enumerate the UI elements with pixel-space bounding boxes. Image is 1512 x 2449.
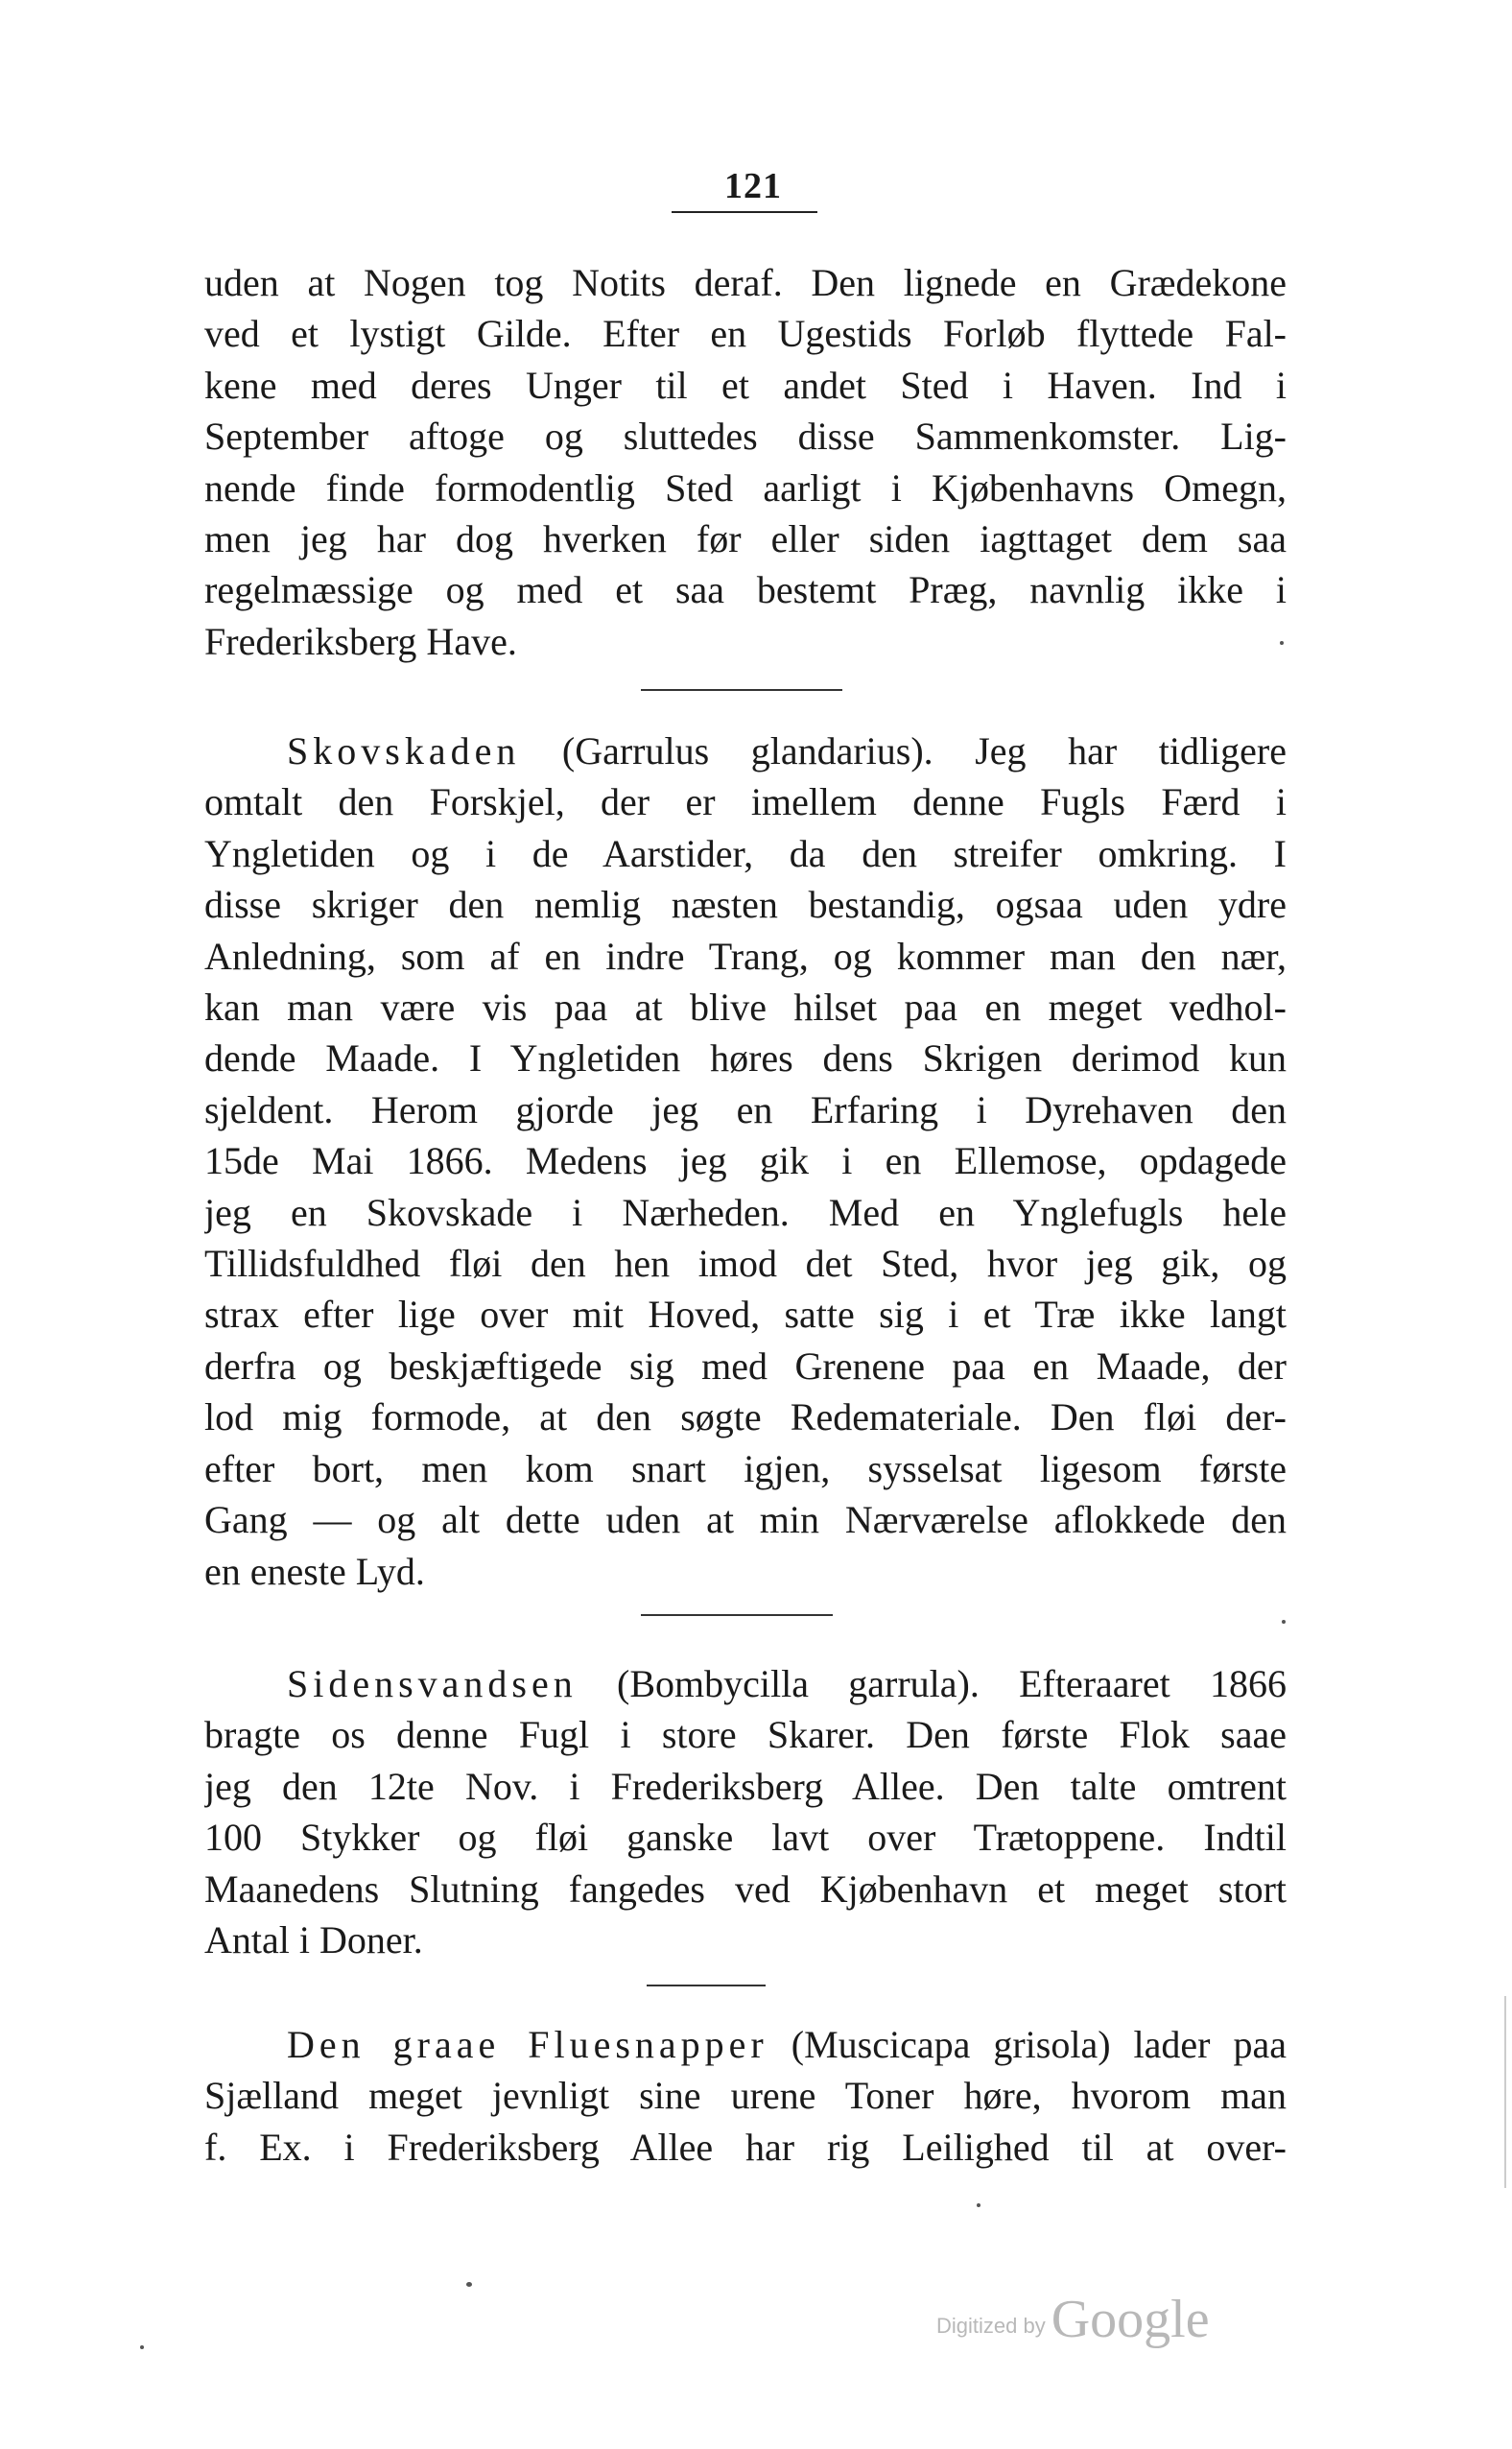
paragraph-4 bbox=[204, 2019, 1287, 2173]
text-line: Gang — og alt dette uden at min Nærværelse aflokkede den bbox=[204, 1498, 1287, 1542]
section-separator bbox=[641, 689, 842, 691]
text-line: omtalt den Forskjel, der er imellem denne Fugls Færd i bbox=[204, 780, 1287, 824]
paragraph-4-first-line bbox=[204, 2019, 1287, 2070]
digitized-by-google-watermark bbox=[936, 2289, 1210, 2350]
paragraph-3-first-line bbox=[204, 1658, 1287, 1709]
scan-speck bbox=[1280, 641, 1284, 645]
text-line: derfra og beskjæftigede sig med Grenene paa en Maade, der bbox=[204, 1343, 1287, 1388]
section-separator bbox=[647, 1985, 766, 1986]
text-line: uden at Nogen tog Notits deraf. Den lignede en Grædekone bbox=[204, 261, 1287, 304]
scan-speck bbox=[140, 2345, 144, 2349]
first-line-text: (Bombycilla garrula). Efteraaret 1866 bbox=[577, 1662, 1287, 1705]
text-line: strax efter lige over mit Hoved, satte sig i et Træ ikke langt bbox=[204, 1293, 1287, 1337]
text-line: jeg en Skovskade i Nærheden. Med en Ynglefugls hele bbox=[204, 1190, 1287, 1234]
scan-speck bbox=[466, 2282, 472, 2287]
text-line: en eneste Lyd. bbox=[204, 1549, 425, 1593]
text-line: efter bort, men kom snart igjen, sysselsat ligesom første bbox=[204, 1446, 1287, 1490]
species-name: Sidensvandsen bbox=[287, 1662, 578, 1705]
text-line: jeg den 12te Nov. i Frederiksberg Allee. Den talte omtrent bbox=[204, 1764, 1287, 1808]
page-number-underline bbox=[672, 211, 817, 213]
text-line: Maanedens Slutning fangedes ved Kjøbenhavn et meget stort bbox=[204, 1866, 1287, 1911]
google-logo: Google bbox=[1051, 2290, 1210, 2349]
paragraph-2-first-line bbox=[204, 725, 1287, 776]
watermark-prefix: Digitized by bbox=[936, 2314, 1046, 2338]
paragraph-1 bbox=[204, 257, 1287, 667]
text-line: Antal i Doner. bbox=[204, 1918, 423, 1962]
text-line: Frederiksberg Have. bbox=[204, 619, 517, 663]
species-name: Den graae Fluesnapper bbox=[287, 2023, 768, 2066]
text-line: sjeldent. Herom gjorde jeg en Erfaring i Dyrehaven den bbox=[204, 1087, 1287, 1131]
scan-edge-mark bbox=[1504, 1996, 1506, 2188]
scan-speck bbox=[977, 2203, 980, 2207]
text-line: ved et lystigt Gilde. Efter en Ugestids Forløb flyttede Fal- bbox=[204, 312, 1287, 356]
text-line: Yngletiden og i de Aarstider, da den streifer omkring. I bbox=[204, 831, 1287, 875]
text-line: 15de Mai 1866. Medens jeg gik i en Ellemose, opdagede bbox=[204, 1139, 1287, 1183]
text-line: disse skriger den nemlig næsten bestandig, ogsaa uden ydre bbox=[204, 883, 1287, 927]
text-line: 100 Stykker og fløi ganske lavt over Trætoppene. Indtil bbox=[204, 1816, 1287, 1860]
paragraph-2 bbox=[204, 725, 1287, 1597]
page-number: 121 bbox=[724, 166, 782, 206]
text-line: f. Ex. i Frederiksberg Allee har rig Leilighed til at over- bbox=[204, 2125, 1287, 2169]
text-line: regelmæssige og med et saa bestemt Præg, navnlig ikke i bbox=[204, 568, 1287, 612]
species-name: Skovskaden bbox=[287, 729, 521, 773]
text-line: men jeg har dog hverken før eller siden iagttaget dem saa bbox=[204, 517, 1287, 561]
text-line: Anledning, som af en indre Trang, og kommer man den nær, bbox=[204, 934, 1287, 978]
text-line: bragte os denne Fugl i store Skarer. Den første Flok saae bbox=[204, 1713, 1287, 1757]
first-line-text: (Muscicapa grisola) lader paa bbox=[768, 2023, 1287, 2066]
scan-speck bbox=[1282, 1620, 1286, 1624]
text-line: dende Maade. I Yngletiden høres dens Skrigen derimod kun bbox=[204, 1036, 1287, 1081]
first-line-text: (Garrulus glandarius). Jeg har tidligere bbox=[520, 729, 1287, 773]
text-line: nende finde formodentlig Sted aarligt i Kjøbenhavns Omegn, bbox=[204, 465, 1287, 510]
text-line: Sjælland meget jevnligt sine urene Toner høre, hvorom man bbox=[204, 2074, 1287, 2118]
paragraph-3 bbox=[204, 1658, 1287, 1965]
text-line: September aftoge og sluttedes disse Sammenkomster. Lig- bbox=[204, 415, 1287, 459]
section-separator bbox=[641, 1614, 833, 1616]
text-line: kene med deres Unger til et andet Sted i Haven. Ind i bbox=[204, 363, 1287, 407]
text-line: kan man være vis paa at blive hilset paa en meget vedhol- bbox=[204, 986, 1287, 1030]
text-line: lod mig formode, at den søgte Redemateriale. Den fløi der- bbox=[204, 1395, 1287, 1439]
text-line: Tillidsfuldhed fløi den hen imod det Sted, hvor jeg gik, og bbox=[204, 1242, 1287, 1286]
